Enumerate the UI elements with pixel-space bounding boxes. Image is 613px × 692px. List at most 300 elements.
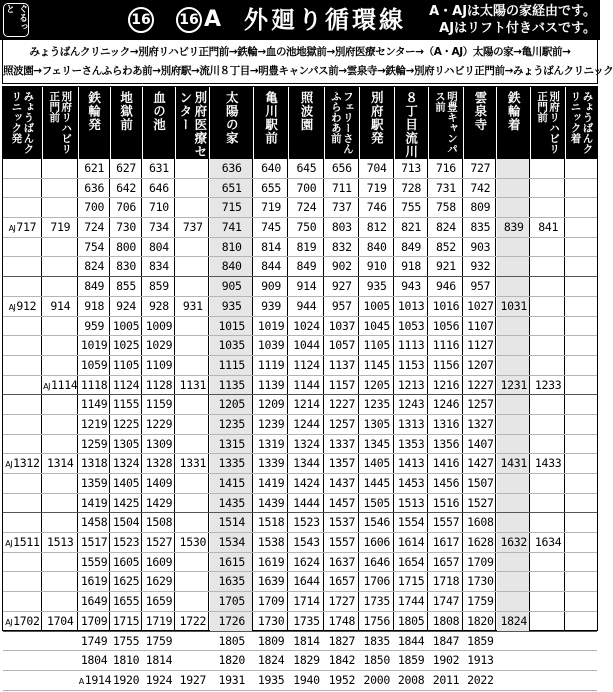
time-cell: 719 <box>366 180 387 195</box>
time-cell: 1730 <box>467 574 494 589</box>
time-cell: 1059 <box>80 357 108 372</box>
time-cell: 1013 <box>397 298 425 313</box>
time-cell: 1458 <box>80 515 108 530</box>
time-cell <box>531 612 565 632</box>
time-cell: 1116 <box>432 338 460 353</box>
time-cell: 812 <box>366 220 387 235</box>
time-cell: 1504 <box>112 515 140 530</box>
time-cell <box>566 218 597 238</box>
column-header <box>143 87 176 159</box>
time-cell <box>43 494 78 514</box>
time-cell: 1735 <box>293 613 320 628</box>
time-cell: 1527 <box>145 535 173 550</box>
time-cell <box>531 198 565 218</box>
time-cell: 819 <box>296 239 317 254</box>
time-cell: 840 <box>221 259 242 274</box>
time-cell: 1157 <box>328 377 356 392</box>
time-cell: 1808 <box>432 613 460 628</box>
time-cell: 903 <box>470 239 491 254</box>
time-cell: 1755 <box>112 633 140 648</box>
time-cell: 2008 <box>397 672 425 687</box>
time-cell: 1715 <box>397 574 425 589</box>
time-cell: AJ717 <box>8 220 37 235</box>
time-cell: 1235 <box>363 397 390 412</box>
time-cell: 1759 <box>467 594 494 609</box>
time-cell: 1257 <box>328 416 356 431</box>
time-cell <box>3 435 42 455</box>
time-cell: 918 <box>401 259 422 274</box>
time-cell: 928 <box>149 298 169 313</box>
time-cell <box>176 317 209 337</box>
time-cell: 1127 <box>467 338 494 353</box>
time-cell: 1205 <box>363 377 390 392</box>
time-cell <box>176 651 209 671</box>
time-cell <box>497 671 530 691</box>
time-cell: 1635 <box>218 574 245 589</box>
time-cell: 1829 <box>293 653 320 668</box>
time-cell: 1952 <box>328 672 356 687</box>
timetable-column <box>111 87 143 687</box>
time-cell: 719 <box>50 220 71 235</box>
time-cell: 1617 <box>432 535 460 550</box>
time-cell: 1709 <box>80 613 108 628</box>
time-cell <box>43 671 78 691</box>
time-cell: 727 <box>470 161 491 175</box>
time-cell <box>176 356 209 376</box>
time-cell: 932 <box>470 259 491 274</box>
time-cell: 1554 <box>397 515 425 530</box>
time-cell <box>566 671 597 691</box>
time-cell: 1517 <box>80 535 108 550</box>
time-cell <box>43 317 78 337</box>
time-cell: AJ912 <box>8 298 37 313</box>
time-cell <box>176 179 209 199</box>
column-header-label: ８丁目流川 <box>403 91 419 159</box>
column-header-label: 鉄輪発 <box>86 91 102 132</box>
time-cell <box>566 632 597 652</box>
column-header <box>531 87 565 159</box>
time-cell: 655 <box>261 180 282 195</box>
time-cell: 1233 <box>534 377 562 392</box>
column-header-label: 地獄前 <box>118 91 134 132</box>
time-cell: 1425 <box>112 495 140 510</box>
time-cell <box>531 356 565 376</box>
time-cell: 1137 <box>328 357 356 372</box>
time-cell: 1113 <box>397 338 425 353</box>
time-cell <box>3 336 42 356</box>
time-cell: 651 <box>221 180 242 195</box>
timetable-column <box>429 87 465 687</box>
time-cell <box>43 474 78 494</box>
time-cell: 728 <box>401 180 422 195</box>
time-cell <box>3 415 42 435</box>
time-cell <box>43 651 78 671</box>
time-cell: 1625 <box>112 574 140 589</box>
time-cell: 1314 <box>47 456 74 471</box>
time-cell <box>3 474 42 494</box>
time-cell <box>497 572 530 592</box>
column-header <box>395 87 428 159</box>
time-cell <box>497 592 530 612</box>
timetable-column <box>3 87 43 630</box>
time-cell: 1144 <box>293 377 320 392</box>
time-cell: 1415 <box>218 476 245 490</box>
time-cell: 1654 <box>397 554 425 569</box>
time-cell: 1005 <box>112 318 140 333</box>
time-cell <box>531 572 565 592</box>
time-cell <box>43 592 78 612</box>
time-cell <box>497 435 530 455</box>
time-cell: 1735 <box>363 594 390 609</box>
time-cell: 1842 <box>328 653 356 668</box>
time-cell: 1514 <box>218 515 245 530</box>
time-cell <box>497 632 530 652</box>
time-cell: 1538 <box>257 535 285 550</box>
time-cell: 1605 <box>112 554 140 569</box>
time-cell: 1356 <box>432 436 460 451</box>
time-cell: 700 <box>84 200 105 215</box>
time-cell: 1139 <box>257 377 285 392</box>
time-cell <box>3 632 42 652</box>
time-cell: 1902 <box>432 653 460 668</box>
time-cell <box>43 632 78 652</box>
time-cell: 621 <box>84 161 105 175</box>
time-cell: 1044 <box>293 338 320 353</box>
time-cell <box>566 297 597 317</box>
time-cell: 939 <box>261 298 282 313</box>
time-cell: 1331 <box>179 456 207 471</box>
time-cell <box>3 494 42 514</box>
time-cell <box>566 454 597 474</box>
time-cell <box>566 159 597 179</box>
time-cell <box>497 395 530 415</box>
time-cell <box>566 513 597 533</box>
time-cell: 1637 <box>328 554 356 569</box>
time-cell <box>3 238 42 258</box>
time-cell <box>43 336 78 356</box>
time-cell: 1318 <box>80 456 108 471</box>
route-line: みょうばんクリニック→別府リハビリ正門前→鉄輪→血の池地獄前→別府医療センター→（A・AJ）太陽の家→亀川駅前→ <box>29 45 571 58</box>
time-cell: 1337 <box>328 436 356 451</box>
time-cell: 1424 <box>293 476 320 490</box>
time-cell: 1537 <box>328 515 356 530</box>
time-cell <box>531 395 565 415</box>
column-header-label: 別府駅発 <box>369 91 385 145</box>
column-header <box>429 87 464 159</box>
time-cell: 1559 <box>80 554 108 569</box>
time-cell: 704 <box>366 161 387 175</box>
time-cell <box>497 356 530 376</box>
time-cell: 1927 <box>179 672 207 687</box>
time-cell <box>497 179 530 199</box>
time-cell <box>3 257 42 277</box>
time-cell <box>531 513 565 533</box>
time-cell: 755 <box>401 200 422 215</box>
time-cell: 1419 <box>80 495 108 510</box>
time-cell: 1037 <box>328 318 356 333</box>
time-cell: 1205 <box>218 397 245 412</box>
time-cell: 1145 <box>363 357 390 372</box>
time-cell: 1557 <box>432 515 460 530</box>
time-cell: 1709 <box>467 554 494 569</box>
time-cell: 1427 <box>467 456 494 471</box>
time-cell: 1606 <box>363 535 390 550</box>
time-cell: 1628 <box>467 535 494 550</box>
time-cell <box>3 277 42 297</box>
time-cell: 1435 <box>218 495 245 510</box>
time-cell <box>43 356 78 376</box>
note-line: AJはリフト付きバスです。 <box>439 21 596 36</box>
time-cell <box>531 553 565 573</box>
time-cell: 1153 <box>397 357 425 372</box>
time-cell: 1614 <box>397 535 425 550</box>
time-cell: 849 <box>296 259 317 274</box>
column-header-label: 別府医療センター <box>177 91 208 159</box>
time-cell: 1227 <box>467 377 494 392</box>
time-cell: 1149 <box>80 397 108 412</box>
time-cell: 1025 <box>112 338 140 353</box>
time-cell <box>566 179 597 199</box>
timetable-column <box>325 87 360 687</box>
time-cell: 1847 <box>432 633 460 648</box>
time-cell: 1409 <box>145 476 173 490</box>
time-cell <box>497 238 530 258</box>
time-cell <box>566 317 597 337</box>
time-cell: 1859 <box>397 653 425 668</box>
time-cell: 840 <box>366 239 387 254</box>
time-cell <box>176 198 209 218</box>
time-cell: 1513 <box>397 495 425 510</box>
time-cell: 1730 <box>257 613 285 628</box>
time-cell: 1115 <box>218 357 245 372</box>
time-cell: 1820 <box>467 613 494 628</box>
time-cell: 1445 <box>363 476 390 490</box>
time-cell: 1118 <box>80 377 108 392</box>
time-cell: 839 <box>503 220 524 235</box>
timetable-column <box>464 87 497 687</box>
time-cell <box>566 415 597 435</box>
time-cell <box>176 553 209 573</box>
time-cell: 1924 <box>145 672 173 687</box>
time-cell <box>566 376 597 396</box>
timetable-column <box>289 87 325 687</box>
time-cell: 909 <box>261 279 282 294</box>
time-cell <box>566 651 597 671</box>
time-cell: 1131 <box>179 377 207 392</box>
time-cell <box>176 474 209 494</box>
time-cell: 849 <box>401 239 422 254</box>
time-cell <box>531 632 565 652</box>
time-cell: 944 <box>296 298 317 313</box>
time-cell: 814 <box>261 239 282 254</box>
time-cell <box>531 651 565 671</box>
time-cell <box>176 572 209 592</box>
time-cell: 1726 <box>218 613 245 628</box>
time-cell: 943 <box>401 279 422 294</box>
time-cell <box>176 238 209 258</box>
time-cell <box>43 257 78 277</box>
time-cell <box>3 572 42 592</box>
time-cell: 1227 <box>328 397 356 412</box>
time-cell: 1659 <box>145 594 173 609</box>
time-cell: 700 <box>296 180 317 195</box>
time-cell: 1353 <box>397 436 425 451</box>
time-cell: 1810 <box>112 653 140 668</box>
time-cell: 1646 <box>363 554 390 569</box>
time-cell <box>531 297 565 317</box>
time-cell: 1053 <box>397 318 425 333</box>
time-cell: 1505 <box>363 495 390 510</box>
time-cell <box>566 356 597 376</box>
time-cell: 1844 <box>397 633 425 648</box>
time-cell: 1619 <box>80 574 108 589</box>
time-cell: 1634 <box>534 535 562 550</box>
column-header <box>254 87 288 159</box>
time-cell: 852 <box>436 239 456 254</box>
time-cell: 1257 <box>467 397 494 412</box>
time-cell: 914 <box>296 279 317 294</box>
time-cell: 1632 <box>500 535 527 550</box>
timetable-column <box>210 87 254 687</box>
column-header-label: 鉄輪着 <box>506 91 522 132</box>
time-cell <box>497 317 530 337</box>
time-cell: 914 <box>50 298 71 313</box>
column-header-label: 太陽の家 <box>224 91 240 145</box>
time-cell: 803 <box>331 220 352 235</box>
time-cell: 810 <box>221 239 242 254</box>
route-number-alt-badge: 16 <box>176 7 202 33</box>
time-cell: 1259 <box>80 436 108 451</box>
time-cell: 631 <box>149 161 169 175</box>
time-cell <box>497 474 530 494</box>
time-cell: 1657 <box>432 554 460 569</box>
time-cell <box>3 395 42 415</box>
time-cell: 1015 <box>218 318 245 333</box>
time-cell <box>531 277 565 297</box>
time-cell: 1319 <box>257 436 285 451</box>
column-header-label: みょうばんクリニック着 <box>569 91 594 154</box>
time-cell: 1213 <box>397 377 425 392</box>
column-header <box>325 87 359 159</box>
time-cell: 1316 <box>432 416 460 431</box>
time-cell: 656 <box>331 161 352 175</box>
time-cell: 1345 <box>363 436 390 451</box>
time-cell: 1313 <box>397 416 425 431</box>
time-cell: 1940 <box>293 672 320 687</box>
time-cell <box>176 494 209 514</box>
time-cell: 642 <box>116 180 136 195</box>
time-cell <box>176 435 209 455</box>
time-cell <box>497 159 530 179</box>
time-cell: 1135 <box>218 377 245 392</box>
time-cell: 959 <box>84 318 105 333</box>
time-cell: 1722 <box>179 613 207 628</box>
time-cell: 754 <box>84 239 105 254</box>
time-cell: 1433 <box>534 456 562 471</box>
time-cell: 1039 <box>257 338 285 353</box>
time-cell: 931 <box>182 298 203 313</box>
time-cell: 734 <box>149 220 169 235</box>
time-cell: 1031 <box>500 298 527 313</box>
column-header <box>3 87 42 159</box>
column-header <box>566 87 597 159</box>
column-header-label: 血の池 <box>151 91 167 132</box>
time-cell: 1315 <box>218 436 245 451</box>
time-cell <box>3 651 42 671</box>
time-cell <box>43 435 78 455</box>
time-cell: 750 <box>296 220 317 235</box>
time-cell: 935 <box>221 298 242 313</box>
time-cell: 1805 <box>397 613 425 628</box>
time-cell: 1715 <box>112 613 140 628</box>
time-cell <box>566 553 597 573</box>
time-cell: 2022 <box>467 672 494 687</box>
time-cell <box>3 592 42 612</box>
time-cell: 910 <box>366 259 387 274</box>
time-cell: 715 <box>221 200 242 215</box>
time-cell: 1546 <box>363 515 390 530</box>
time-cell: 824 <box>84 259 105 274</box>
time-cell: 1246 <box>432 397 460 412</box>
route-number-badge: 16 <box>128 7 154 33</box>
timetable-column <box>143 87 177 687</box>
time-cell: 1009 <box>145 318 173 333</box>
column-header <box>210 87 253 159</box>
time-cell: 640 <box>261 161 282 175</box>
time-cell: 1019 <box>257 318 285 333</box>
time-cell: 902 <box>331 259 352 274</box>
time-cell: 1714 <box>293 594 320 609</box>
time-cell: 1243 <box>397 397 425 412</box>
time-cell: 1407 <box>467 436 494 451</box>
time-cell: 1431 <box>500 456 527 471</box>
time-cell: 1649 <box>80 594 108 609</box>
column-header <box>43 87 78 159</box>
time-cell: 1444 <box>293 495 320 510</box>
time-cell: 1005 <box>363 298 390 313</box>
time-cell: 1718 <box>432 574 460 589</box>
timetable-column <box>78 87 112 687</box>
time-cell <box>531 671 565 691</box>
column-header <box>360 87 394 159</box>
time-cell: 1405 <box>112 476 140 490</box>
time-cell <box>497 651 530 671</box>
time-cell: 1705 <box>218 594 245 609</box>
time-cell: 1024 <box>293 318 320 333</box>
time-cell: 1513 <box>47 535 74 550</box>
time-cell: 1439 <box>257 495 285 510</box>
time-cell: 855 <box>116 279 136 294</box>
time-cell: 731 <box>436 180 456 195</box>
time-cell: 1209 <box>257 397 285 412</box>
time-cell: 1214 <box>293 397 320 412</box>
time-cell: 859 <box>149 279 169 294</box>
time-cell: 1530 <box>179 535 207 550</box>
time-cell: 1824 <box>500 613 527 628</box>
time-cell: 1827 <box>328 633 356 648</box>
time-cell <box>531 317 565 337</box>
time-cell <box>531 435 565 455</box>
time-cell <box>497 336 530 356</box>
time-cell: 1704 <box>47 613 74 628</box>
time-cell: 1814 <box>293 633 320 648</box>
time-cell: 1105 <box>112 357 140 372</box>
time-cell <box>566 257 597 277</box>
time-cell: 1756 <box>363 613 390 628</box>
time-cell: 1507 <box>467 476 494 490</box>
time-cell: 1629 <box>145 574 173 589</box>
time-cell <box>43 415 78 435</box>
